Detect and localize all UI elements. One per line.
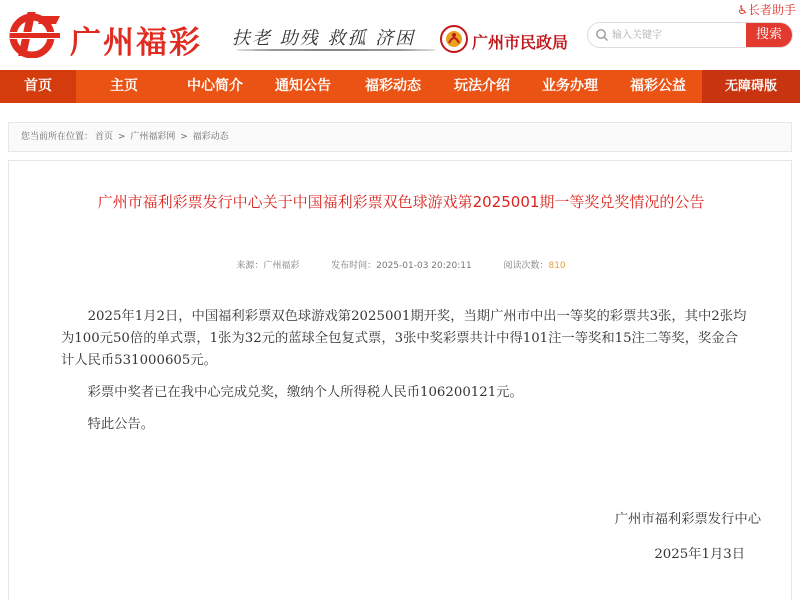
- lottery-logo-icon[interactable]: [8, 10, 64, 58]
- breadcrumb-separator: >: [117, 132, 126, 142]
- civil-affairs-emblem-icon: [440, 25, 468, 53]
- published-label: 发布时间：: [331, 261, 377, 271]
- nav-item-services[interactable]: 业务办理: [542, 78, 598, 94]
- signature-organization: 广州市福利彩票发行中心: [614, 512, 761, 527]
- published-value: 2025-01-03 20:20:11: [376, 261, 472, 271]
- nav-item-center-intro[interactable]: 中心简介: [187, 78, 243, 94]
- article-meta: [9, 258, 793, 271]
- nav-item-public-welfare[interactable]: 福彩公益: [630, 78, 686, 94]
- site-header: [0, 0, 800, 72]
- nav-item-accessible-version[interactable]: 无障碍版: [702, 70, 800, 103]
- source-label: 来源：: [236, 261, 264, 271]
- search-input[interactable]: [612, 26, 742, 44]
- search-box: [587, 22, 793, 48]
- elder-assistant-label: 长者助手: [747, 3, 796, 17]
- signature-date: 2025年1月3日: [654, 547, 745, 562]
- breadcrumb: [8, 122, 792, 152]
- slogan: 扶老 助残 救孤 济困: [232, 28, 416, 49]
- slogan-underline: [236, 49, 436, 51]
- search-button[interactable]: 搜索: [746, 23, 792, 47]
- breadcrumb-separator: >: [180, 132, 188, 142]
- nav-item-notices[interactable]: 通知公告: [275, 78, 331, 94]
- main-nav: [0, 70, 800, 103]
- article-body: [61, 306, 751, 446]
- breadcrumb-item-news[interactable]: 福彩动态: [192, 132, 229, 142]
- body-paragraph: 特此公告。: [87, 417, 155, 432]
- reads-label: 阅读次数：: [503, 261, 549, 271]
- body-paragraph: 彩票中奖者已在我中心完成兑奖，缴纳个人所得税人民币106200121元。: [87, 385, 523, 400]
- nav-item-game-rules[interactable]: 玩法介绍: [454, 78, 510, 94]
- body-paragraph: 2025年1月2日，中国福利彩票双色球游戏第2025001期开奖，当期广州市中出一等奖的彩票共3张，其中2张均为100元50倍的单式票，1张为32元的蓝球全包复式票，3张中奖彩票共计中得101注一等奖和15注二等奖，奖金合计人民币531000605元。: [61, 309, 747, 368]
- breadcrumb-prefix: 您当前所在位置：: [21, 132, 94, 142]
- breadcrumb-item-home[interactable]: 首页: [95, 132, 114, 142]
- search-icon: [595, 28, 609, 42]
- source-value: 广州福彩: [263, 261, 300, 271]
- nav-item-home[interactable]: 首页: [0, 70, 76, 103]
- breadcrumb-item-site[interactable]: 广州福彩网: [130, 132, 176, 142]
- nav-item-main[interactable]: 主页: [110, 78, 138, 94]
- article-panel: [8, 160, 792, 600]
- civil-affairs-bureau-link[interactable]: 广州市民政局: [472, 33, 569, 52]
- reads-count: 810: [548, 261, 566, 271]
- site-logo-text[interactable]: 广州福彩: [70, 25, 202, 61]
- accessibility-icon: ♿: [737, 3, 748, 17]
- article-title: 广州市福利彩票发行中心关于中国福利彩票双色球游戏第2025001期一等奖兑奖情况的公告: [97, 193, 705, 211]
- nav-item-lottery-news[interactable]: 福彩动态: [365, 78, 421, 94]
- elder-assistant-link[interactable]: [737, 1, 796, 18]
